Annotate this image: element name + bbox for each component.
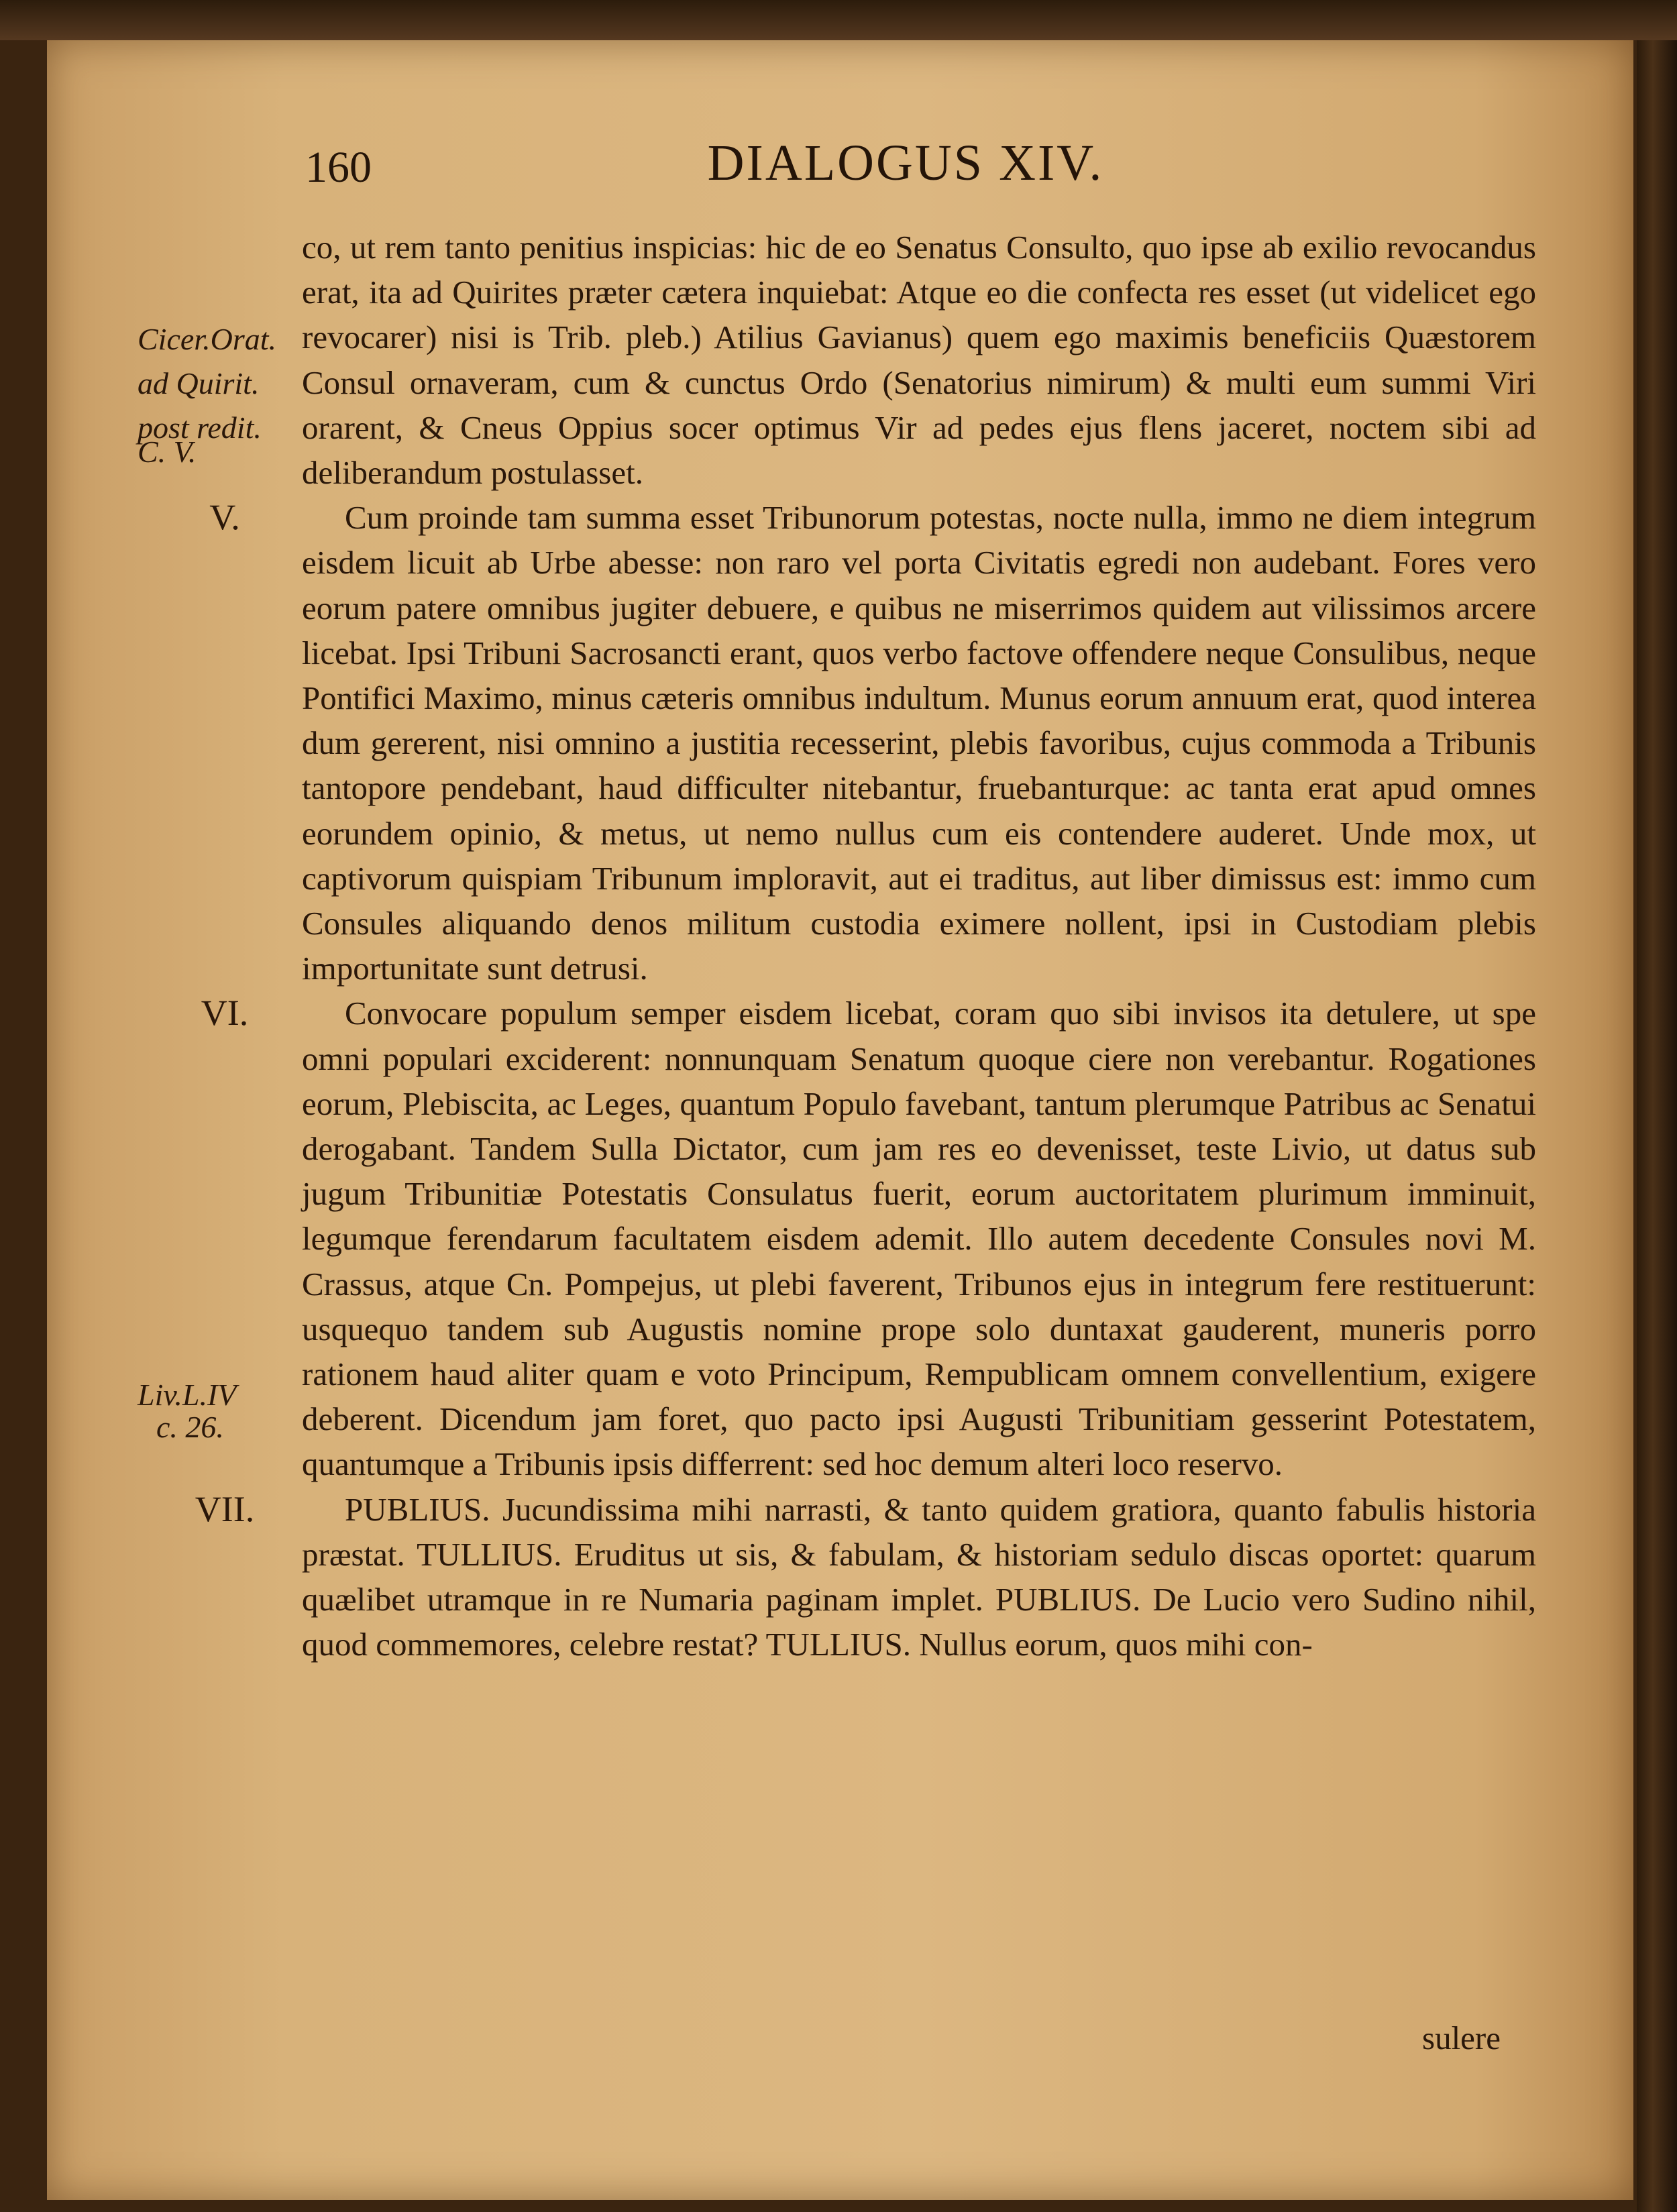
margin-note-line: c. 26. — [156, 1410, 224, 1444]
section-number: VI. — [201, 993, 249, 1034]
paragraph-section-vi — [201, 991, 1536, 1486]
paragraph-section-vii — [195, 1487, 1536, 1667]
page-number: 160 — [305, 143, 372, 192]
catchword: sulere — [1422, 2020, 1501, 2056]
paragraph-text: Cum proinde tam summa esset Tribunorum potestas, nocte nulla, immo ne diem integrum eisdem licuit ab Urbe abesse: non raro vel porta Civitatis egredi non audebant. Fores vero eorum patere omnibus jugiter debuere, e quibus ne miserrimos quidem aut vilissimos arcere licebat. Ipsi Tribuni Sacrosancti erant, quos verbo factove offendere neque Consulibus, neque Pontifici Maximo, minus cæteris omnibus indultum. Munus eorum annuum erat, quod interea dum gererent, nisi omnino a justitia recesserint, plebis favoribus, cujus commoda a Tribunis tantopore pendebant, haud difficulter nitebantur, fruebanturque: ac tanta erat apud omnes eorundem opinio, & metus, ut nemo nullus cum eis contendere auderet. Unde mox, ut captivorum quispiam Tribunum imploravit, aut ei traditus, aut liber dimissus est: immo cum Consules aliquando denos militum custodia eximere nollent, ipsi in Custodiam plebis importunitate sunt detrusi. — [302, 499, 1536, 987]
paragraph-text: Convocare populum semper eisdem licebat, coram quo sibi invisos ita detulere, ut spe omni populari exciderent: nonnunquam Senatum quoque ciere non verebantur. Rogationes eorum, Plebiscita, ac Leges, quantum Populo favebant, tantum plerumque Patribus ac Senatui derogabant. Tandem Sulla Dictator, cum jam res eo devenisset, teste Livio, ut datus sub jugum Tribunitiæ Potestatis Consulatus fuerit, eorum auctoritatem plurimum imminuit, legumque ferendarum facultatem eisdem ademit. Illo autem decedente Consules novi M. Crassus, atque Cn. Pompejus, ut plebi faverent, Tribunos ejus in integrum fere restituerunt: usquequo tandem sub Augustis nomine prope solo duntaxat gauderent, muneris porro rationem haud aliter quam e voto Principum, Rempublicam omnem convellentium, exigere deberent. Dicendum jam foret, quo pacto ipsi Augusti Tribunitiam gesserint Potestatem, quantumque a Tribunis ipsis differrent: sed hoc demum alteri loco reservo. — [302, 995, 1536, 1483]
margin-note-line: post redit. — [138, 410, 262, 445]
margin-note-line: C. V. — [138, 435, 197, 469]
section-number: V. — [209, 497, 240, 538]
page-header — [305, 134, 1506, 208]
book-binding-edge — [1637, 40, 1677, 2212]
running-title: DIALOGUS XIV. — [707, 135, 1104, 191]
paragraph-text: PUBLIUS. Jucundissima mihi narrasti, & tanto quidem gratiora, quanto fabulis historia præstat. TULLIUS. Eruditus ut sis, & fabulam, & historiam sedulo discas oportet: quarum quælibet utramque in re Numaria paginam implet. PUBLIUS. De Lucio vero Sudino nihil, quod commemores, celebre restat? TULLIUS. Nullus eorum, quos mihi con- — [302, 1490, 1536, 1663]
paragraph-text: co, ut rem tanto penitius inspicias: hic de eo Senatus Consulto, quo ipse ab exilio revocandus erat, ita ad Quirites præter cætera inquiebat: Atque eo die confecta res esset (ut videlicet ego revocarer) nisi is Trib. pleb.) Atilius Gavianus) quem ego maximis beneficiis Quæstorem Consul ornaveram, cum & cunctus Ordo (Senatorius nimirum) & multi eum summi Viri orarent, & Cneus Oppius socer optimus Vir ad pedes ejus flens jaceret, noctem sibi ad deliberandum postulasset. — [302, 229, 1536, 492]
margin-note-livy — [138, 1378, 302, 1444]
section-number: VII. — [195, 1488, 255, 1529]
margin-note-line: ad Quirit. — [138, 366, 260, 400]
paragraph-continuation — [302, 225, 1536, 495]
book-gutter-top — [0, 0, 1677, 40]
margin-note-line: Liv.L.IV — [138, 1378, 237, 1412]
margin-note-cicero — [138, 322, 302, 469]
margin-note-line: Cicer.Orat. — [138, 322, 276, 356]
paragraph-section-v — [209, 495, 1536, 991]
